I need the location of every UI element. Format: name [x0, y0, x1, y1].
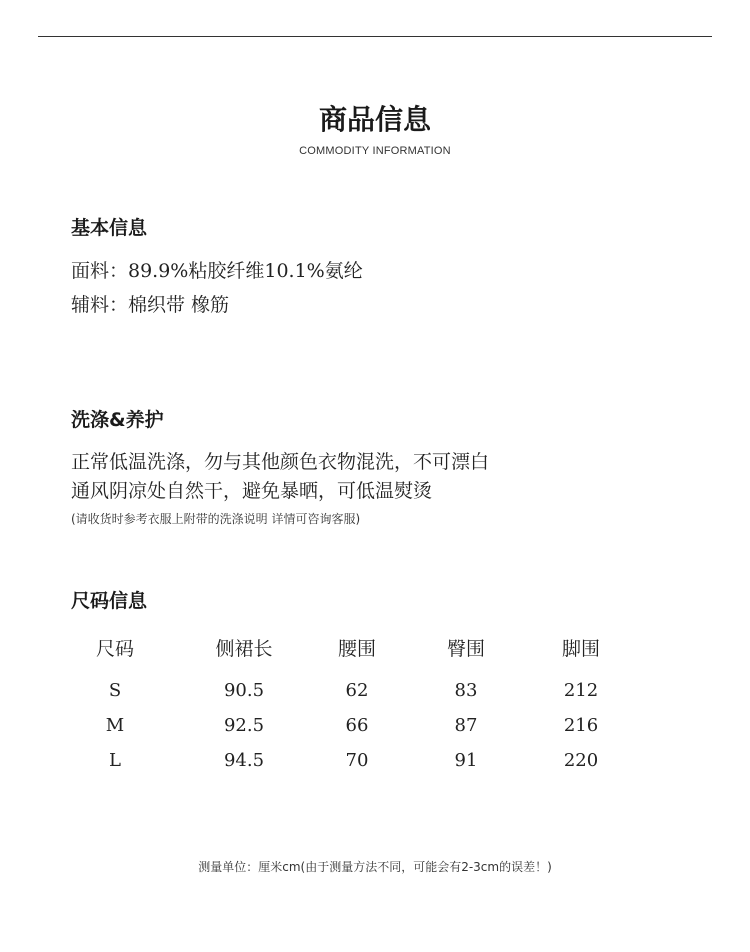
table-cell: L	[109, 750, 121, 771]
column-header: 尺码	[95, 638, 134, 660]
care-heading: 洗涤&养护	[71, 409, 164, 431]
table-cell: 83	[454, 680, 478, 701]
page-title: 商品信息	[318, 103, 431, 136]
table-cell: 70	[345, 750, 369, 771]
column-header: 侧裙长	[215, 638, 273, 660]
table-cell: 94.5	[223, 750, 265, 771]
table-cell: 220	[563, 750, 599, 771]
table-cell: S	[108, 680, 122, 701]
table-cell: 66	[345, 715, 369, 736]
column-header: 臀围	[446, 638, 485, 660]
table-cell: M	[105, 715, 125, 736]
table-cell: 92.5	[223, 715, 265, 736]
care-note: (请收货时参考衣服上附带的洗涤说明 详情可咨询客服)	[71, 512, 361, 526]
table-cell: 216	[563, 715, 599, 736]
table-cell: 212	[563, 680, 599, 701]
lining-line: 辅料：棉织带 橡筋	[71, 294, 230, 316]
table-cell: 91	[454, 750, 478, 771]
page-subtitle: COMMODITY INFORMATION	[299, 145, 451, 157]
measurement-footnote: 测量单位：厘米cm(由于测量方法不同，可能会有2-3cm的误差！)	[198, 860, 552, 874]
column-header: 脚围	[561, 638, 600, 660]
fabric-line: 面料：89.9%粘胶纤维10.1%氨纶	[71, 260, 363, 282]
table-cell: 87	[454, 715, 478, 736]
care-line-2: 通风阴凉处自然干，避免暴晒，可低温熨烫	[71, 480, 433, 502]
column-header: 腰围	[337, 638, 376, 660]
table-cell: 62	[345, 680, 369, 701]
table-cell: 90.5	[223, 680, 265, 701]
size-info-heading: 尺码信息	[71, 590, 148, 612]
care-line-1: 正常低温洗涤，勿与其他颜色衣物混洗，不可漂白	[71, 451, 490, 473]
top-divider	[38, 36, 712, 37]
basic-info-heading: 基本信息	[71, 217, 148, 239]
